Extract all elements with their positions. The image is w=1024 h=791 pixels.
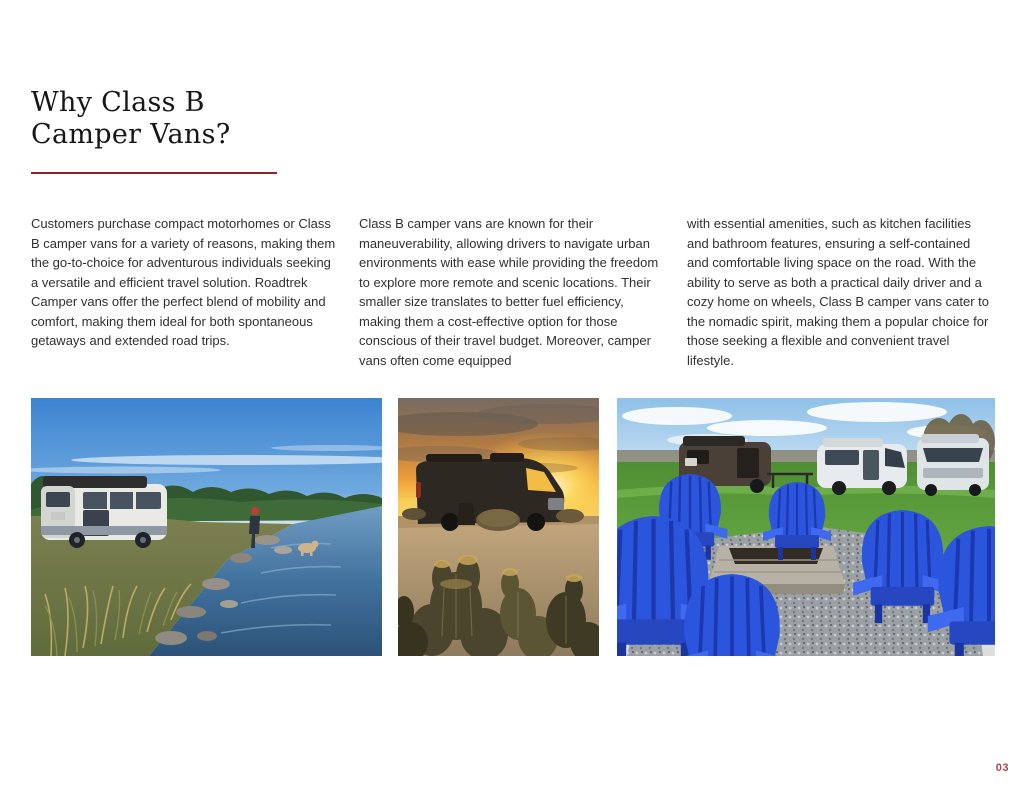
title-line-1: Why Class B xyxy=(31,87,205,118)
photo-desert-sunset-camper xyxy=(398,398,599,656)
silver-van-illustration xyxy=(917,434,989,496)
photo-lakeside-camper xyxy=(31,398,382,656)
title-line-2: Camper Vans? xyxy=(31,119,231,150)
camper-van-illustration xyxy=(41,476,167,548)
body-column-2: Class B camper vans are known for their maneuverability, allowing drivers to navigate urban environments with ease while providing the freedom to explore more remote and scenic locations. Their smaller size translates to better fuel efficiency, making them a cost-effective option for those conscious of their travel budget. Moreover, camper vans often come equipped xyxy=(359,216,659,368)
photo-firepit-chairs-vans xyxy=(617,398,995,656)
page-title xyxy=(31,87,231,151)
body-column-1: Customers purchase compact motorhomes or Class B camper vans for a variety of reasons, making them the go-to-choice for adventurous individuals seeking a versatile and efficient travel solution. Roadtrek Camper vans offer the perfect blend of mobility and comfort, making them ideal for both spontaneous getaways and extended road trips. xyxy=(31,216,336,348)
body-columns xyxy=(31,214,995,370)
body-column-3: with essential amenities, such as kitchen facilities and bathroom features, ensuring a self-contained and comfortable living space on the road. With the ability to serve as both a practical daily driver and a cozy home on wheels, Class B camper vans cater to the nomadic spirit, making them a popular choice for those seeking a flexible and convenient travel lifestyle. xyxy=(687,216,990,368)
white-van-illustration xyxy=(817,438,907,495)
camp-chair-silhouette xyxy=(458,504,474,524)
page-number: 03 xyxy=(995,762,1009,774)
photo-row xyxy=(31,398,995,656)
title-underline xyxy=(31,172,277,174)
